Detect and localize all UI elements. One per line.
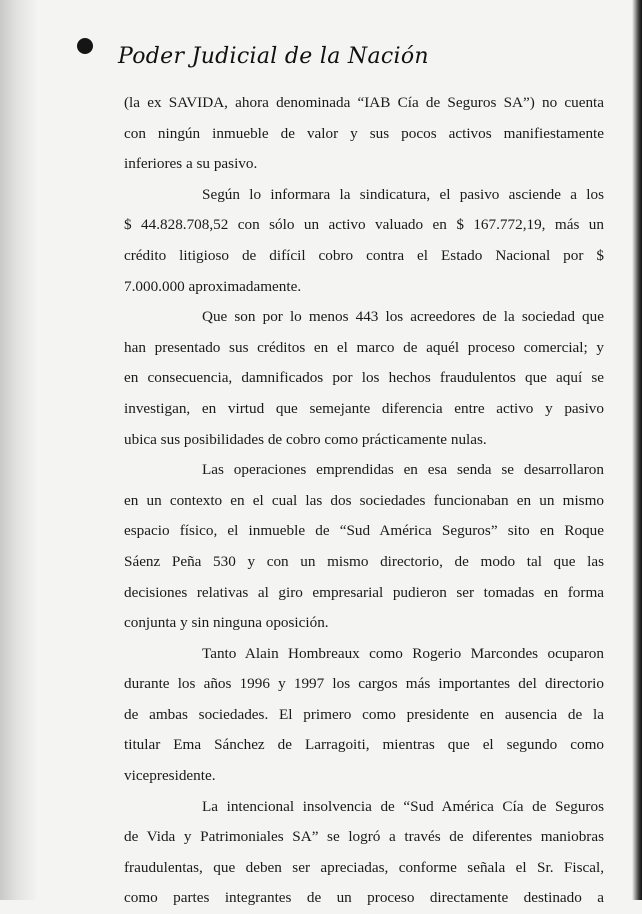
text-line: en un contexto en el cual las dos sociedades funcionaban en un mismo — [124, 491, 604, 509]
text-line: investigan, en virtud que semejante diferencia entre activo y pasivo — [124, 399, 604, 417]
text-line: Que son por lo menos 443 los acreedores de la sociedad que — [202, 308, 604, 326]
text-line: Sáenz Peña 530 y con un mismo directorio, de modo tal que las — [124, 552, 604, 570]
text-line: vicepresidente. — [124, 767, 216, 785]
text-line: Tanto Alain Hombreaux como Rogerio Marcondes ocuparon — [202, 644, 604, 662]
scan-shadow-right — [632, 0, 642, 900]
text-line: 7.000.000 aproximadamente. — [124, 277, 302, 295]
text-line: ubica sus posibilidades de cobro como prácticamente nulas. — [124, 430, 487, 448]
text-line: fraudulentas, que deben ser apreciadas, conforme señala el Sr. Fiscal, — [124, 858, 604, 876]
text-line: de Vida y Patrimoniales SA” se logró a través de diferentes maniobras — [124, 828, 604, 846]
text-line: $ 44.828.708,52 con sólo un activo valuado en $ 167.772,19, más un — [124, 216, 604, 234]
text-line: espacio físico, el inmueble de “Sud América Seguros” sito en Roque — [124, 522, 604, 540]
letterhead-title: Poder Judicial de la Nación — [118, 44, 429, 69]
text-line: como partes integrantes de un proceso directamente destinado a — [124, 889, 604, 907]
text-line: (la ex SAVIDA, ahora denominada “IAB Cía de Seguros SA”) no cuenta — [124, 94, 604, 111]
text-line: de ambas sociedades. El primero como presidente en ausencia de la — [124, 705, 604, 723]
text-line: durante los años 1996 y 1997 los cargos más importantes del directorio — [124, 675, 604, 693]
text-line: Las operaciones emprendidas en esa senda se desarrollaron — [202, 461, 604, 479]
text-line: con ningún inmueble de valor y sus pocos activos manifiestamente — [124, 124, 604, 142]
text-line: titular Ema Sánchez de Larragoiti, mientras que el segundo como — [124, 736, 604, 754]
text-line: inferiores a su pasivo. — [124, 155, 258, 173]
document-body — [124, 88, 604, 914]
text-line: Según lo informara la sindicatura, el pasivo asciende a los — [202, 185, 604, 203]
text-line: han presentado sus créditos en el marco de aquél proceso comercial; y — [124, 338, 604, 356]
paragraph — [124, 455, 604, 639]
paragraph — [124, 792, 604, 914]
text-line: crédito litigioso de difícil cobro contra el Estado Nacional por $ — [124, 246, 604, 264]
paragraph — [124, 88, 604, 180]
paragraph — [124, 302, 604, 455]
punch-hole — [77, 38, 93, 54]
text-line: en consecuencia, damnificados por los hechos fraudulentos que aquí se — [124, 369, 604, 387]
paragraph — [124, 639, 604, 792]
text-line: decisiones relativas al giro empresarial pudieron ser tomadas en forma — [124, 583, 604, 601]
scan-shadow-left — [0, 0, 38, 900]
paragraph — [124, 180, 604, 302]
text-line: conjunta y sin ninguna oposición. — [124, 614, 329, 632]
text-line: La intencional insolvencia de “Sud América Cía de Seguros — [202, 797, 604, 815]
